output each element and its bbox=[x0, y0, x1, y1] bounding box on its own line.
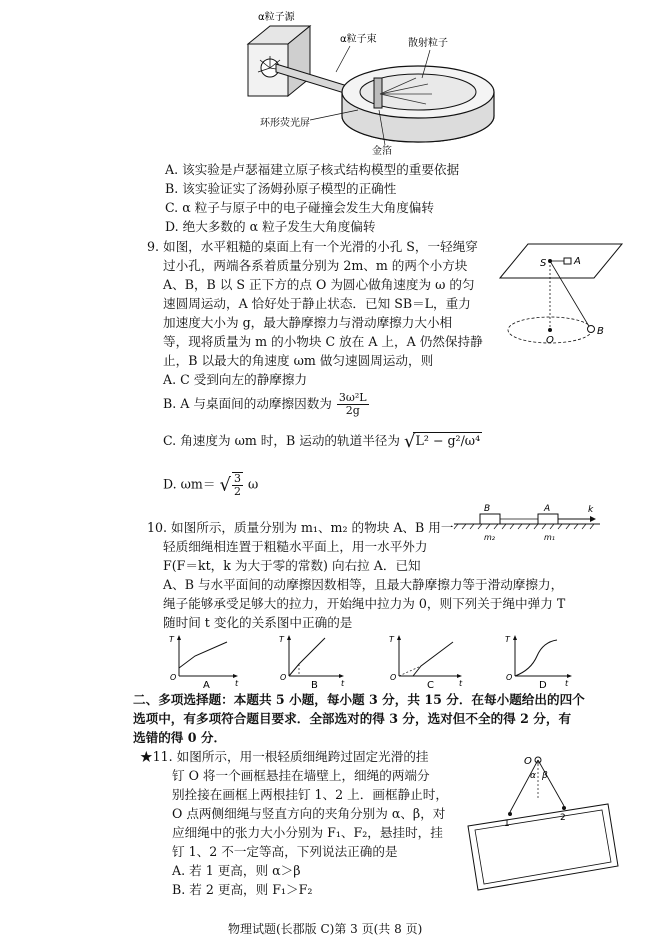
sqrt-symbol: √ bbox=[219, 474, 231, 496]
label-o: O bbox=[524, 756, 532, 767]
q11-line-5: 应细绳中的张力大小分别为 F₁、F₂，悬挂时，挂 bbox=[172, 825, 443, 840]
graph-d bbox=[505, 635, 572, 690]
label-a: A bbox=[544, 504, 551, 514]
ring-screen bbox=[342, 66, 494, 142]
q9-option-d-fraction bbox=[232, 472, 243, 498]
block-a bbox=[564, 258, 571, 264]
label-alpha: α bbox=[530, 771, 536, 781]
q9-option-d bbox=[163, 472, 258, 498]
q9-option-d-denominator: 2 bbox=[233, 485, 241, 498]
label-alpha-source: α粒子源 bbox=[258, 12, 295, 23]
graph-a bbox=[169, 635, 239, 690]
graph-d-t-axis: T bbox=[505, 635, 510, 644]
q9-option-a: A. C 受到向左的静摩擦力 bbox=[163, 372, 308, 387]
q11-line-4: O 点两侧细绳与竖直方向的夹角分别为 α、β，对 bbox=[172, 806, 446, 821]
graph-c-origin: O bbox=[390, 673, 397, 682]
graph-b-t-axis: T bbox=[279, 635, 284, 644]
q9-line-6: 等，现将质量为 m 的小物块 C 放在 A 上，A 仍然保持静 bbox=[163, 334, 483, 349]
gold-foil bbox=[374, 78, 382, 108]
q11-option-a: A. 若 1 更高，则 α＞β bbox=[172, 863, 301, 878]
q9-option-b-text: B. A 与桌面间的动摩擦因数为 bbox=[163, 396, 332, 411]
label-s: S bbox=[540, 258, 547, 269]
q10-line-6: 随时间 t 变化的关系图中正确的是 bbox=[163, 615, 353, 630]
graph-b-origin: O bbox=[280, 673, 287, 682]
graph-c bbox=[389, 635, 463, 690]
q10-graphs bbox=[165, 634, 575, 690]
label-m1: m₁ bbox=[544, 533, 555, 542]
picture-frame bbox=[468, 804, 618, 890]
label-k: k bbox=[588, 505, 594, 515]
graph-c-caption: C bbox=[427, 680, 434, 690]
graph-a-time-axis: t bbox=[235, 679, 239, 688]
graph-c-t-axis: T bbox=[389, 635, 394, 644]
label-beta: β bbox=[542, 771, 548, 781]
q11-line-1: ★11. 如图所示，用一根轻质细绳跨过固定光滑的挂 bbox=[140, 749, 429, 764]
alpha-source-box bbox=[248, 26, 310, 96]
rutherford-apparatus-figure bbox=[240, 8, 500, 158]
q9-option-b bbox=[163, 392, 370, 417]
graph-b-caption: B bbox=[311, 680, 318, 690]
q11-option-b: B. 若 2 更高，则 F₁＞F₂ bbox=[172, 882, 313, 897]
q8-option-a: A. 该实验是卢瑟福建立原子核式结构模型的重要依据 bbox=[165, 162, 460, 177]
q9-line-4: 速圆周运动，A 恰好处于静止状态．已知 SB＝L，重力 bbox=[163, 296, 471, 311]
label-ring-screen: 环形荧光屏 bbox=[260, 118, 310, 129]
q11-line-6: 钉 1、2 不一定等高，下列说法正确的是 bbox=[172, 844, 398, 859]
q9-line-3: A、B，B 以 S 正下方的点 O 为圆心做角速度为 ω 的匀 bbox=[163, 277, 475, 292]
graph-a-caption: A bbox=[203, 680, 210, 690]
q9-figure bbox=[498, 240, 626, 364]
sqrt-symbol: √ bbox=[404, 431, 416, 452]
hook-1 bbox=[508, 812, 512, 816]
block-a bbox=[538, 514, 558, 524]
q11-picture-frame-figure bbox=[462, 752, 624, 902]
q10-blocks-figure bbox=[452, 502, 602, 544]
q10-line-1: 10. 如图所示，质量分别为 m₁、m₂ 的物块 A、B 用一 bbox=[147, 520, 454, 535]
ground-hatch bbox=[454, 524, 594, 529]
q9-option-d-numerator: 3 bbox=[233, 472, 241, 485]
q9-option-c-text: C. 角速度为 ωm 时，B 运动的轨道半径为 bbox=[163, 433, 400, 448]
graph-d-time-axis: t bbox=[565, 679, 569, 688]
label-m2: m₂ bbox=[484, 533, 495, 542]
graph-d-origin: O bbox=[506, 673, 513, 682]
q9-option-d-text: D. ωm＝ bbox=[163, 476, 216, 492]
q8-option-c: C. α 粒子与原子中的电子碰撞会发生大角度偏转 bbox=[165, 200, 434, 215]
q8-option-d: D. 绝大多数的 α 粒子发生大角度偏转 bbox=[165, 219, 376, 234]
q9-line-5: 加速度大小为 g，最大静摩擦力与滑动摩擦力大小相 bbox=[163, 315, 453, 330]
q9-option-c-radicand: L² − g²/ω⁴ bbox=[415, 433, 481, 448]
label-gold-foil: 金箔 bbox=[372, 146, 392, 157]
q9-option-b-fraction bbox=[337, 392, 369, 417]
graph-c-time-axis: t bbox=[459, 679, 463, 688]
label-o: O bbox=[546, 335, 554, 346]
label-a: A bbox=[574, 256, 581, 267]
label-scatter-particles: 散射粒子 bbox=[408, 38, 448, 49]
q9-line-1: 9. 如图，水平粗糙的桌面上有一个光滑的小孔 S，一轻绳穿 bbox=[147, 239, 478, 254]
q9-option-c bbox=[163, 431, 482, 452]
center-o bbox=[548, 328, 552, 332]
page-footer: 物理试题(长郡版 C)第 3 页(共 8 页) bbox=[228, 922, 423, 936]
q9-line-2: 过小孔，两端各系着质量分别为 2m、m 的两个小方块 bbox=[163, 258, 468, 273]
label-b: B bbox=[484, 504, 491, 514]
q9-option-d-tail: ω bbox=[247, 476, 259, 492]
hook-2 bbox=[562, 806, 566, 810]
graph-a-origin: O bbox=[170, 673, 177, 682]
label-hook-1: 1 bbox=[504, 819, 510, 829]
q10-line-2: 轻质细绳相连置于粗糙水平面上，用一水平外力 bbox=[163, 539, 428, 554]
q11-line-3: 别拴接在画框上两根挂钉 1、2 上．画框静止时， bbox=[172, 787, 448, 802]
block-b bbox=[588, 326, 595, 333]
label-b: B bbox=[597, 326, 604, 337]
rope-left bbox=[510, 760, 538, 812]
graph-b-time-axis: t bbox=[341, 679, 345, 688]
section2-line-3: 选错的得 0 分． bbox=[133, 730, 227, 745]
q9-line-7: 止，B 以最大的角速度 ωm 做匀速圆周运动，则 bbox=[163, 353, 434, 368]
block-b bbox=[480, 514, 500, 524]
q10-line-3: F(F＝kt，k 为大于零的常数) 向右拉 A．已知 bbox=[163, 558, 421, 573]
q9-option-b-denominator: 2g bbox=[345, 404, 360, 417]
graph-a-t-axis: T bbox=[169, 635, 174, 644]
section2-line-2: 选项中，有多项符合题目要求．全部选对的得 3 分，选对但不全的得 2 分，有 bbox=[133, 711, 572, 726]
q10-line-5: 绳子能够承受足够大的拉力，开始绳中拉力为 0，则下列关于绳中弹力 T bbox=[163, 596, 566, 611]
q9-option-b-numerator: 3ω²L bbox=[338, 391, 367, 404]
label-hook-2: 2 bbox=[560, 813, 566, 823]
q11-line-2: 钉 O 将一个画框悬挂在墙壁上，细绳的两端分 bbox=[172, 768, 430, 783]
graph-d-caption: D bbox=[539, 680, 547, 690]
q8-option-b: B. 该实验证实了汤姆孙原子模型的正确性 bbox=[165, 181, 397, 196]
section2-line-1: 二、多项选择题：本题共 5 小题，每小题 3 分，共 15 分．在每小题给出的四个 bbox=[133, 692, 585, 707]
rope-right bbox=[538, 760, 564, 806]
q10-line-4: A、B 与水平面间的动摩擦因数相等，且最大静摩擦力等于滑动摩擦力， bbox=[163, 577, 564, 592]
label-alpha-beam: α粒子束 bbox=[340, 34, 377, 45]
graph-b bbox=[279, 635, 345, 690]
